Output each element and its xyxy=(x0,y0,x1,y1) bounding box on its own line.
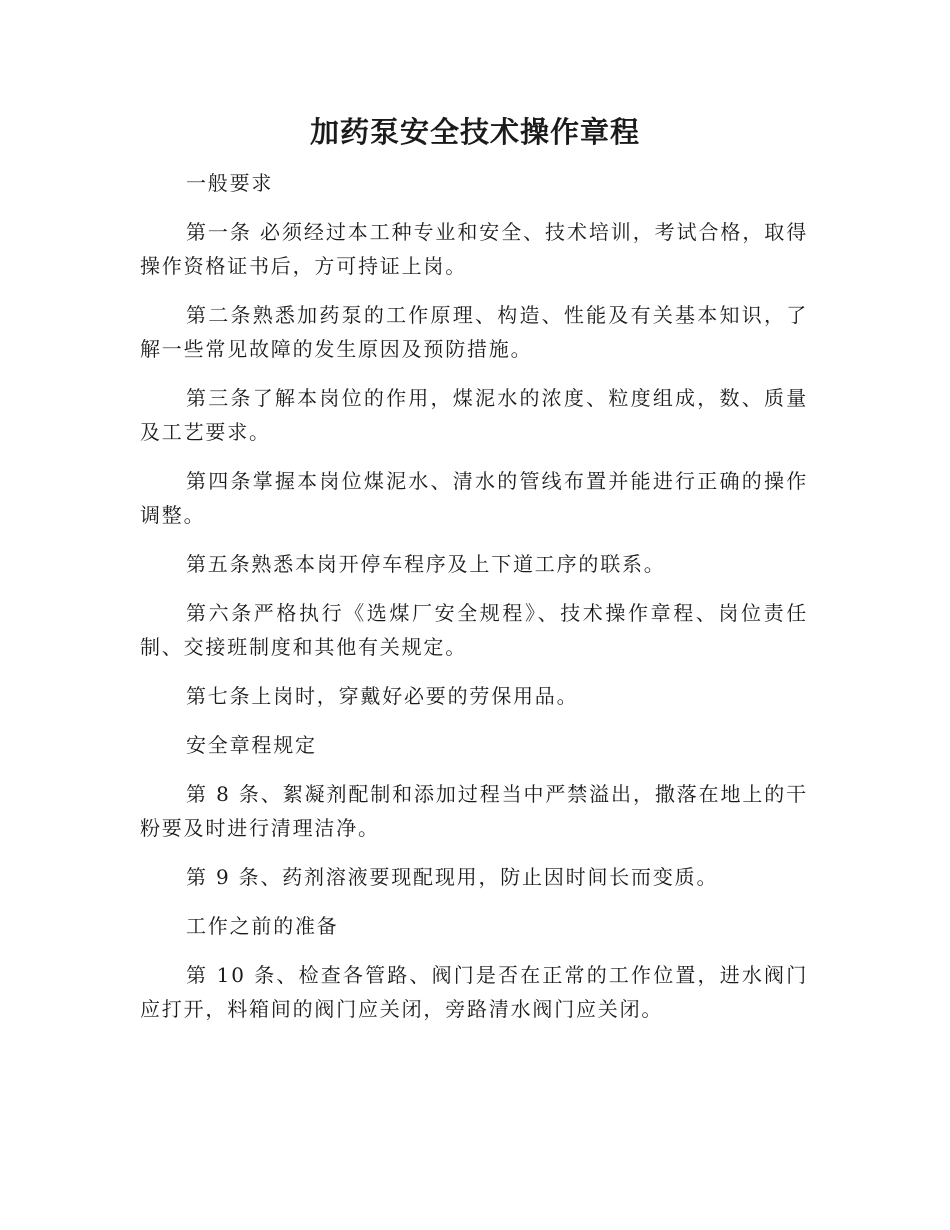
document-body xyxy=(140,166,808,1041)
paragraph: 第一条 必须经过本工种专业和安全、技术培训，考试合格，取得操作资格证书后，方可持证上岗。 xyxy=(140,220,808,278)
section-heading: 安全章程规定 xyxy=(186,733,317,757)
section-heading: 一般要求 xyxy=(186,171,274,195)
paragraph: 第 10 条、检查各管路、阀门是否在正常的工作位置，进水阀门应打开，料箱间的阀门应关闭，旁路清水阀门应关闭。 xyxy=(140,963,808,1021)
paragraph: 第六条严格执行《选煤厂安全规程》、技术操作章程、岗位责任制、交接班制度和其他有关规定。 xyxy=(140,601,808,659)
paragraph: 第 9 条、药剂溶液要现配现用，防止因时间长而变质。 xyxy=(186,865,719,889)
paragraph: 第 8 条、絮凝剂配制和添加过程当中严禁溢出，撒落在地上的干粉要及时进行清理洁净。 xyxy=(140,782,808,840)
section-heading: 工作之前的准备 xyxy=(186,914,339,938)
document-title: 加药泵安全技术操作章程 xyxy=(309,115,640,149)
paragraph: 第五条熟悉本岗开停车程序及上下道工序的联系。 xyxy=(186,552,666,576)
paragraph: 第三条了解本岗位的作用，煤泥水的浓度、粒度组成，数、质量及工艺要求。 xyxy=(140,386,808,444)
paragraph: 第二条熟悉加药泵的工作原理、构造、性能及有关基本知识，了解一些常见故障的发生原因及预防措施。 xyxy=(140,303,808,361)
paragraph: 第四条掌握本岗位煤泥水、清水的管线布置并能进行正确的操作调整。 xyxy=(140,469,808,527)
paragraph: 第七条上岗时，穿戴好必要的劳保用品。 xyxy=(186,684,579,708)
